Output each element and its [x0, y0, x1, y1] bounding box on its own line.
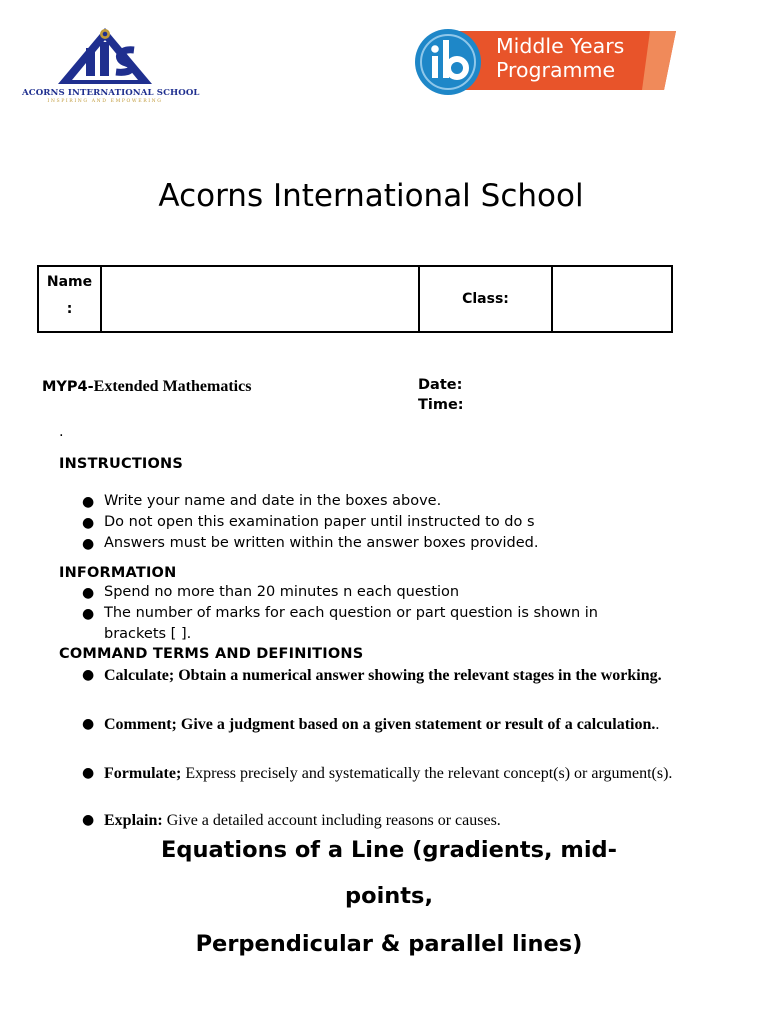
ais-name: ACORNS INTERNATIONAL SCHOOL — [22, 88, 200, 98]
course-code: MYP4- — [42, 379, 94, 395]
ib-programme-text — [496, 34, 624, 82]
date-label: Date: — [418, 377, 463, 393]
course-line — [42, 378, 251, 396]
definition: . — [655, 716, 660, 733]
bullet-icon: ● — [82, 494, 95, 510]
command-term-calculate — [104, 664, 683, 688]
name-class-table — [37, 265, 673, 333]
term: Calculate; Obtain a numerical answer showing the relevant stages in the working. — [104, 667, 662, 684]
topic-title-line-1: Equations of a Line (gradients, mid- — [161, 837, 617, 863]
page-title: Acorns International School — [158, 178, 584, 214]
term: Comment; Give a judgment based on a given statement or result of a calculation. — [104, 716, 656, 733]
bullet-icon: ● — [82, 606, 95, 622]
bullet-icon: ● — [82, 585, 95, 601]
command-term-comment — [104, 713, 683, 737]
command-term-explain — [104, 809, 683, 833]
name-input-box[interactable] — [101, 266, 419, 332]
ais-emblem-icon — [22, 26, 188, 88]
ib-line-1: Middle Years — [496, 34, 625, 58]
name-label-cell — [38, 266, 101, 332]
bullet-icon: ● — [82, 667, 95, 683]
ib-line-2: Programme — [496, 58, 616, 82]
definition: Give a detailed account including reasons or causes. — [162, 812, 501, 829]
name-colon: : — [66, 301, 73, 317]
instruction-item: Answers must be written within the answer boxes provided. — [104, 535, 539, 551]
class-input-box[interactable] — [552, 266, 672, 332]
ais-tagline: INSPIRING AND EMPOWERING — [47, 99, 163, 104]
instruction-item: Write your name and date in the boxes above. — [104, 493, 442, 509]
topic-title-line-3: Perpendicular & parallel lines) — [195, 931, 583, 957]
time-label: Time: — [418, 397, 464, 413]
bullet-icon: ● — [82, 536, 95, 552]
ais-logo — [22, 26, 200, 108]
definition: Express precisely and systematically the relevant concept(s) or argument(s). — [181, 765, 673, 782]
name-label: Name — [46, 274, 93, 290]
topic-title-line-2: points, — [345, 883, 433, 909]
information-heading: INFORMATION — [59, 565, 177, 581]
bullet-icon: ● — [82, 515, 95, 531]
term: Formulate; — [104, 765, 182, 782]
class-label: Class: — [419, 266, 552, 332]
instruction-item: Do not open this examination paper until instructed to do s — [104, 514, 535, 530]
command-term-formulate — [104, 762, 683, 786]
bullet-icon: ● — [82, 765, 95, 781]
bullet-icon: ● — [82, 716, 95, 732]
ib-myp-logo — [410, 28, 680, 96]
term: Explain: — [104, 812, 163, 829]
information-item: Spend no more than 20 minutes n each question — [104, 584, 460, 600]
information-item: The number of marks for each question or part question is shown in — [104, 605, 598, 621]
information-item-continued: brackets [ ]. — [104, 626, 192, 642]
instructions-heading: INSTRUCTIONS — [59, 456, 184, 472]
bullet-icon: ● — [82, 812, 95, 828]
stray-dot: . — [59, 424, 64, 440]
command-terms-heading: COMMAND TERMS AND DEFINITIONS — [59, 646, 364, 662]
course-subject: Extended Mathematics — [93, 378, 252, 395]
